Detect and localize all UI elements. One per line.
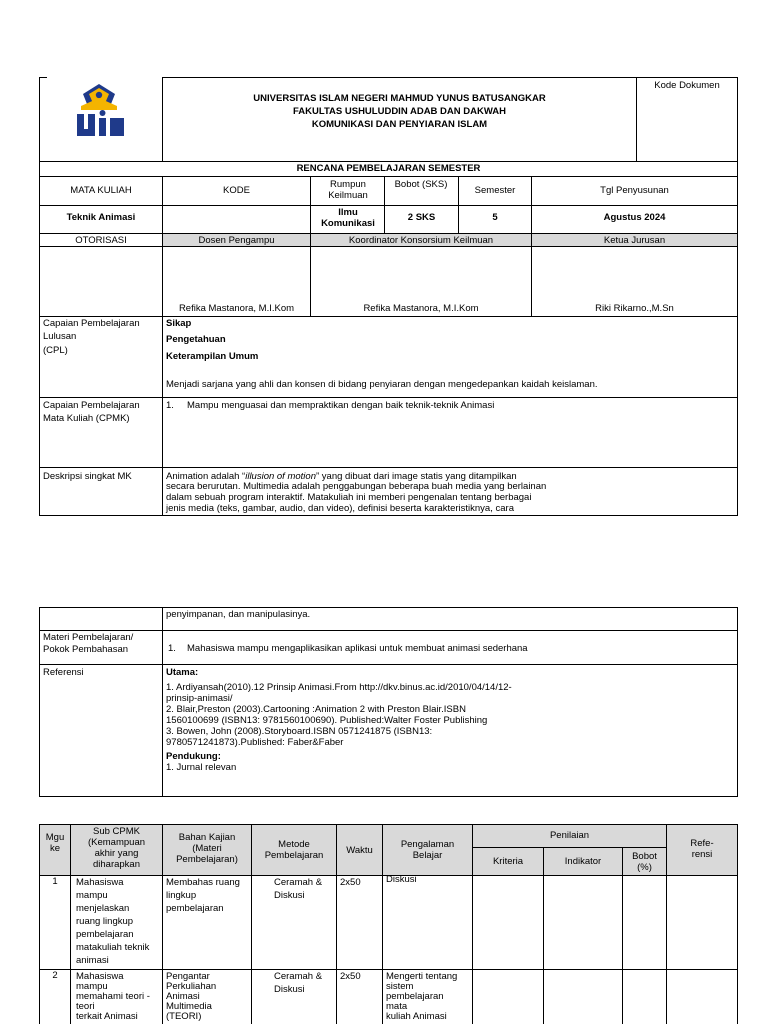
hdr-mgu-2: ke (49, 843, 61, 854)
course-sks: 2 SKS (407, 212, 436, 223)
referensi-pendukung: Pendukung: (166, 751, 221, 762)
hdr-pengalaman-1: Pengalaman (400, 839, 455, 850)
col-semester: Semester (474, 185, 516, 196)
col-rumpun: Rumpun Keilmuan (328, 179, 368, 201)
deskripsi-label: Deskripsi singkat MK (43, 471, 132, 482)
hdr-sub-4: diharapkan (92, 859, 140, 870)
course-rumpun: Ilmu Komunikasi (321, 207, 375, 229)
col-kode: KODE (223, 185, 250, 196)
course-date: Agustus 2024 (603, 212, 666, 223)
cpmk-item-text: Mampu menguasai dan mempraktikan dengan baik teknik-teknik Animasi (187, 400, 495, 411)
hdr-waktu: Waktu (346, 845, 373, 856)
deskripsi-line-3: dalam sebuah program interaktif. Matakuliah ini memberi pengenalan tentang berbagai (166, 492, 532, 503)
hdr-metode-1: Metode (278, 839, 310, 850)
cpmk-label-2: Mata Kuliah (CPMK) (43, 413, 130, 424)
materi-label-1: Materi Pembelajaran/ (43, 632, 134, 643)
deskripsi-line-1: Animation adalah “illusion of motion” yang dibuat dari image statis yang ditampilkan (166, 471, 517, 482)
materi-label-2: Pokok Pembahasan (43, 644, 129, 655)
hdr-sub-2: (Kemampuan (87, 837, 146, 848)
referensi-line-4: 1560100699 (ISBN13: 9781560100690). Published:Walter Foster Publishing (166, 715, 488, 726)
cpl-pengetahuan: Pengetahuan (166, 334, 226, 345)
hdr-kriteria: Kriteria (492, 856, 524, 867)
faculty-name: FAKULTAS USHULUDDIN ADAB DAN DAKWAH (292, 106, 507, 117)
hdr-pengalaman-2: Belajar (412, 850, 443, 861)
role-ketua: Ketua Jurusan (603, 235, 666, 246)
hdr-mgu-1: Mgu (45, 832, 65, 843)
cpl-keterampilan: Keterampilan Umum (166, 351, 259, 362)
uin-logo-icon (71, 82, 127, 138)
otorisasi-label: OTORISASI (75, 235, 127, 246)
university-name: UNIVERSITAS ISLAM NEGERI MAHMUD YUNUS BATUSANGKAR (253, 93, 546, 104)
referensi-line-5: 3. Bowen, John (2008).Storyboard.ISBN 0571241875 (ISBN13: (166, 726, 433, 737)
cpmk-label-1: Capaian Pembelajaran (43, 400, 140, 411)
hdr-bobot-1: Bobot (632, 851, 657, 862)
hdr-bahan-1: Bahan Kajian (178, 832, 236, 843)
materi-item-num: 1. (168, 643, 176, 654)
cpmk-item-num: 1. (166, 400, 174, 411)
course-name: Teknik Animasi (66, 212, 136, 223)
col-mata-kuliah: MATA KULIAH (70, 185, 132, 196)
cpl-label-2: Lulusan (43, 331, 77, 342)
cpl-label-1: Capaian Pembelajaran (43, 318, 140, 329)
signer-dosen: Refika Mastanora, M.I.Kom (178, 303, 295, 314)
role-dosen: Dosen Pengampu (198, 235, 275, 246)
cpl-sikap: Sikap (166, 318, 192, 329)
hdr-bahan-3: Pembelajaran) (176, 854, 238, 865)
col-bobot: Bobot (SKS) (394, 179, 448, 190)
signer-koordinator: Refika Mastanora, M.I.Kom (363, 303, 479, 314)
signer-ketua: Riki Rikarno.,M.Sn (595, 303, 674, 314)
deskripsi-line-2: secara berurutan. Multimedia adalah penggabungan beberapa buah media yang berlainan (166, 481, 547, 492)
deskripsi-line-4: jenis media (teks, gambar, audio, dan video), definisi beserta karakteristiknya, cara (166, 503, 514, 514)
course-semester: 5 (492, 212, 498, 223)
role-koordinator: Koordinator Konsorsium Keilmuan (348, 235, 494, 246)
referensi-line-2: prinsip-animasi/ (166, 693, 233, 704)
program-name: KOMUNIKASI DAN PENYIARAN ISLAM (311, 119, 488, 130)
hdr-penilaian: Penilaian (549, 830, 590, 841)
hdr-sub-3: akhir yang (94, 848, 139, 859)
cpl-label-3: (CPL) (43, 345, 68, 356)
cpl-text: Menjadi sarjana yang ahli dan konsen di bidang penyiaran dengan mengedepankan kaidah keislaman. (166, 379, 598, 390)
hdr-bahan-2: (Materi (192, 843, 222, 854)
hdr-metode-2: Pembelajaran (264, 850, 324, 861)
page-title: RENCANA PEMBELAJARAN SEMESTER (296, 163, 481, 174)
col-tgl: Tgl Penyusunan (600, 185, 669, 196)
hdr-bobot-2: (%) (637, 862, 652, 873)
referensi-line-6: 9780571241873).Published: Faber&Faber (166, 737, 344, 748)
referensi-pendukung-item: 1. Jurnal relevan (166, 762, 237, 773)
hdr-referensi-1: Refe- (690, 838, 714, 849)
deskripsi-line-5: penyimpanan, dan manipulasinya. (166, 609, 311, 620)
hdr-sub-1: Sub CPMK (93, 826, 140, 837)
materi-item-text: Mahasiswa mampu mengaplikasikan aplikasi untuk membuat animasi sederhana (187, 643, 528, 654)
hdr-indikator: Indikator (564, 856, 602, 867)
referensi-label: Referensi (43, 667, 84, 678)
doc-code-label: Kode Dokumen (654, 80, 720, 91)
referensi-line-1: 1. Ardiyansah(2010).12 Prinsip Animasi.From http://dkv.binus.ac.id/2010/04/14/12- (166, 682, 512, 693)
referensi-utama: Utama: (166, 667, 199, 678)
referensi-line-3: 2. Blair,Preston (2003).Cartooning :Animation 2 with Preston Blair.ISBN (166, 704, 466, 715)
hdr-referensi-2: rensi (691, 849, 713, 860)
